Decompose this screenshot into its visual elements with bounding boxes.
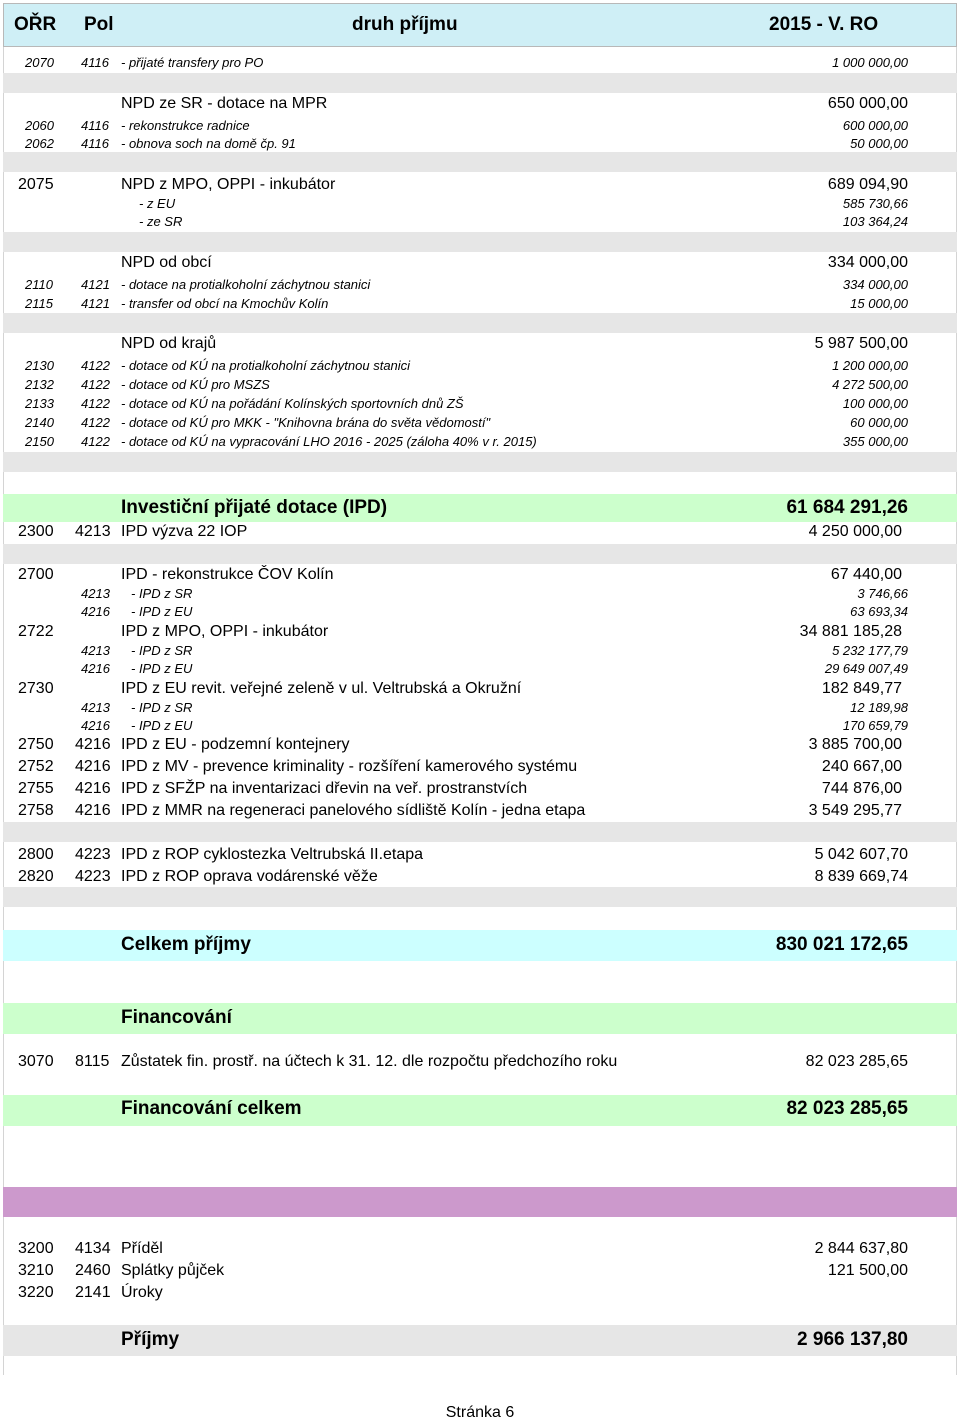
table-row — [3, 434, 957, 450]
row-label: Zůstatek fin. prostř. na účtech k 31. 12. dle rozpočtu předchozího roku — [121, 1053, 618, 1070]
table-row — [3, 661, 957, 677]
row-value: 12 189,98 — [850, 700, 908, 715]
pol-code: 4122 — [81, 358, 110, 373]
row-label: Příjmy — [121, 1329, 180, 1350]
row-value: 3 549 295,77 — [808, 802, 902, 819]
pol-code: 4116 — [81, 136, 109, 151]
row-band — [3, 452, 957, 472]
table-row — [3, 1053, 957, 1072]
row-label: IPD z MPO, OPPI - inkubátor — [121, 623, 329, 640]
row-band — [3, 313, 957, 333]
table-row — [3, 335, 957, 354]
row-value: 5 042 607,70 — [814, 846, 908, 863]
row-value: 1 200 000,00 — [832, 358, 908, 373]
row-label: - IPD z SR — [131, 700, 193, 715]
row-label: - IPD z SR — [131, 586, 193, 601]
table-row — [3, 1329, 957, 1352]
row-label: NPD z MPO, OPPI - inkubátor — [121, 176, 336, 193]
row-value: 100 000,00 — [842, 396, 908, 411]
row-value: 5 987 500,00 — [814, 335, 908, 352]
header-2015-v-ro: 2015 - V. RO — [769, 14, 879, 35]
header-druh-prijmu: druh příjmu — [352, 14, 458, 35]
table-row — [3, 296, 957, 312]
row-label: - rekonstrukce radnice — [121, 118, 250, 133]
table-row — [3, 214, 957, 230]
or-code: 2140 — [25, 415, 54, 430]
table-row — [3, 643, 957, 659]
pol-code: 4216 — [81, 661, 110, 676]
row-value: 2 966 137,80 — [797, 1329, 908, 1350]
table-row — [3, 196, 957, 212]
row-label: Investiční přijaté dotace (IPD) — [121, 497, 388, 518]
row-value: 4 272 500,00 — [832, 377, 908, 392]
row-band — [3, 822, 957, 842]
table-row — [3, 604, 957, 620]
pol-code: 4122 — [81, 377, 110, 392]
row-value: 689 094,90 — [827, 176, 908, 193]
row-value: 1 000 000,00 — [832, 55, 908, 70]
or-code: 2752 — [18, 758, 54, 775]
table-row — [3, 934, 957, 957]
pol-code: 4116 — [81, 55, 109, 70]
row-label: - dotace od KÚ pro MKK - "Knihovna brána do světa vědomostí" — [121, 415, 491, 430]
row-label: Splátky půjček — [121, 1262, 225, 1279]
pol-code: 4121 — [81, 277, 110, 292]
pol-code: 4223 — [75, 868, 111, 885]
row-value: 29 649 007,49 — [824, 661, 908, 676]
row-value: 585 730,66 — [842, 196, 908, 211]
row-value: 3 746,66 — [857, 586, 908, 601]
or-code: 2800 — [18, 846, 54, 863]
or-code: 2110 — [25, 277, 53, 292]
pol-code: 4216 — [75, 802, 111, 819]
pol-code: 4116 — [81, 118, 109, 133]
row-label: Příděl — [121, 1240, 163, 1257]
row-value: 67 440,00 — [830, 566, 902, 583]
row-label: - přijaté transfery pro PO — [121, 55, 264, 70]
or-code: 2750 — [18, 736, 54, 753]
row-value: 4 250 000,00 — [808, 523, 902, 540]
or-code: 2130 — [25, 358, 54, 373]
pol-code: 4223 — [75, 846, 111, 863]
table-row — [3, 415, 957, 431]
pol-code: 4216 — [81, 718, 110, 733]
row-label: - dotace od KÚ na protialkoholní záchytnou stanici — [121, 358, 411, 373]
table-row — [3, 176, 957, 195]
row-value: 355 000,00 — [842, 434, 908, 449]
row-value: 744 876,00 — [821, 780, 902, 797]
row-value: 82 023 285,65 — [805, 1053, 908, 1070]
pol-code: 4216 — [81, 604, 110, 619]
row-band — [3, 544, 957, 564]
row-value: 600 000,00 — [842, 118, 908, 133]
table-row — [3, 277, 957, 293]
row-value: 182 849,77 — [821, 680, 902, 697]
row-label: IPD z MMR na regeneraci panelového sídliště Kolín - jedna etapa — [121, 802, 586, 819]
row-value: 15 000,00 — [850, 296, 908, 311]
row-band — [3, 152, 957, 172]
table-row — [3, 718, 957, 734]
or-code: 3070 — [18, 1053, 54, 1070]
row-label: NPD od krajů — [121, 335, 217, 352]
or-code: 3200 — [18, 1240, 54, 1257]
row-value: 2 844 637,80 — [814, 1240, 908, 1257]
table-row — [3, 95, 957, 114]
header-pol: Pol — [84, 14, 114, 35]
or-code: 2722 — [18, 623, 54, 640]
table-header — [3, 3, 957, 47]
pol-code: 4121 — [81, 296, 110, 311]
row-label: NPD ze SR - dotace na MPR — [121, 95, 328, 112]
row-value: 3 885 700,00 — [808, 736, 902, 753]
table-row — [3, 566, 957, 585]
table-row — [3, 1284, 957, 1303]
row-value: 103 364,24 — [842, 214, 908, 229]
row-label: - IPD z EU — [131, 604, 193, 619]
pol-code: 4122 — [81, 396, 110, 411]
row-label: NPD od obcí — [121, 254, 212, 271]
row-value: 34 881 185,28 — [799, 623, 902, 640]
or-code: 2150 — [25, 434, 54, 449]
table-row — [3, 846, 957, 865]
row-label: - dotace od KÚ pro MSZS — [121, 377, 270, 392]
or-code: 2132 — [25, 377, 54, 392]
row-label: - dotace od KÚ na vypracování LHO 2016 - 2025 (záloha 40% v r. 2015) — [121, 434, 537, 449]
row-label: Financování — [121, 1007, 232, 1028]
pol-code: 8115 — [75, 1053, 110, 1070]
row-label: - obnova soch na domě čp. 91 — [121, 136, 296, 151]
row-value: 334 000,00 — [842, 277, 908, 292]
row-value: 50 000,00 — [850, 136, 908, 151]
pol-code: 4122 — [81, 415, 110, 430]
table-row — [3, 254, 957, 273]
table-row — [3, 802, 957, 821]
table-row — [3, 736, 957, 755]
pol-code: 4213 — [81, 643, 110, 658]
pol-code: 2141 — [75, 1284, 111, 1301]
row-label: IPD z EU revit. veřejné zeleně v ul. Veltrubská a Okružní — [121, 680, 522, 697]
page-number: Stránka 6 — [445, 1404, 515, 1421]
table-row — [3, 396, 957, 412]
row-label: IPD z ROP oprava vodárenské věže — [121, 868, 378, 885]
or-code: 2115 — [25, 296, 53, 311]
row-label: IPD z MV - prevence kriminality - rozšíření kamerového systému — [121, 758, 578, 775]
table-row — [3, 680, 957, 699]
table-row — [3, 1240, 957, 1259]
row-label: - IPD z SR — [131, 643, 193, 658]
row-label: - IPD z EU — [131, 718, 193, 733]
row-value: 121 500,00 — [827, 1262, 908, 1279]
or-code: 3220 — [18, 1284, 54, 1301]
row-value: 8 839 669,74 — [814, 868, 908, 885]
row-label: - ze SR — [139, 214, 183, 229]
pol-code: 4213 — [81, 586, 110, 601]
row-value: 61 684 291,26 — [786, 497, 908, 518]
or-code: 2300 — [18, 523, 54, 540]
table-row — [3, 586, 957, 602]
row-label: - z EU — [139, 196, 176, 211]
pol-code: 4213 — [75, 523, 111, 540]
or-code: 2758 — [18, 802, 54, 819]
row-value: 63 693,34 — [850, 604, 908, 619]
row-value: 60 000,00 — [850, 415, 908, 430]
row-label: IPD výzva 22 IOP — [121, 523, 248, 540]
row-value: 650 000,00 — [827, 95, 908, 112]
pol-code: 4216 — [75, 780, 111, 797]
or-code: 2820 — [18, 868, 54, 885]
pol-code: 4134 — [75, 1240, 111, 1257]
row-label: Úroky — [121, 1284, 163, 1301]
table-row — [3, 497, 957, 520]
table-row — [3, 55, 957, 71]
pol-code: 4216 — [75, 736, 111, 753]
table-row — [3, 868, 957, 887]
pol-code: 4122 — [81, 434, 110, 449]
row-label: - IPD z EU — [131, 661, 193, 676]
or-code: 2755 — [18, 780, 54, 797]
row-value: 240 667,00 — [821, 758, 902, 775]
or-code: 2730 — [18, 680, 54, 697]
row-label: IPD - rekonstrukce ČOV Kolín — [121, 566, 334, 583]
row-value: 334 000,00 — [827, 254, 908, 271]
row-label: - dotace na protialkoholní záchytnou stanici — [121, 277, 371, 292]
row-value: 170 659,79 — [842, 718, 908, 733]
table-row — [3, 377, 957, 393]
row-value: 5 232 177,79 — [832, 643, 908, 658]
table-row — [3, 758, 957, 777]
table-row — [3, 623, 957, 642]
row-value: 82 023 285,65 — [786, 1098, 908, 1119]
row-label: - dotace od KÚ na pořádání Kolínských sportovních dnů ZŠ — [121, 396, 464, 411]
table-row — [3, 1262, 957, 1281]
table-row — [3, 700, 957, 716]
pol-code: 2460 — [75, 1262, 111, 1279]
table-row — [3, 1007, 957, 1030]
row-band — [3, 73, 957, 93]
row-label: Financování celkem — [121, 1098, 302, 1119]
table-row — [3, 358, 957, 374]
table-row — [3, 1098, 957, 1121]
table-row — [3, 136, 957, 152]
row-band — [3, 1187, 957, 1217]
or-code: 2070 — [25, 55, 54, 70]
table-row — [3, 523, 957, 542]
row-label: - transfer od obcí na Kmochův Kolín — [121, 296, 329, 311]
or-code: 2060 — [25, 118, 54, 133]
or-code: 2133 — [25, 396, 54, 411]
or-code: 2700 — [18, 566, 54, 583]
or-code: 2075 — [18, 176, 54, 193]
table-row — [3, 118, 957, 134]
row-label: Celkem příjmy — [121, 934, 251, 955]
row-label: IPD z SFŽP na inventarizaci dřevin na veř. prostranstvích — [121, 780, 528, 797]
or-code: 3210 — [18, 1262, 54, 1279]
row-band — [3, 232, 957, 252]
row-label: IPD z ROP cyklostezka Veltrubská II.etapa — [121, 846, 424, 863]
header-or: OŘR — [14, 14, 57, 35]
row-band — [3, 887, 957, 907]
table-row — [3, 780, 957, 799]
or-code: 2062 — [25, 136, 54, 151]
pol-code: 4213 — [81, 700, 110, 715]
row-label: IPD z EU - podzemní kontejnery — [121, 736, 350, 753]
pol-code: 4216 — [75, 758, 111, 775]
row-value: 830 021 172,65 — [775, 934, 908, 955]
